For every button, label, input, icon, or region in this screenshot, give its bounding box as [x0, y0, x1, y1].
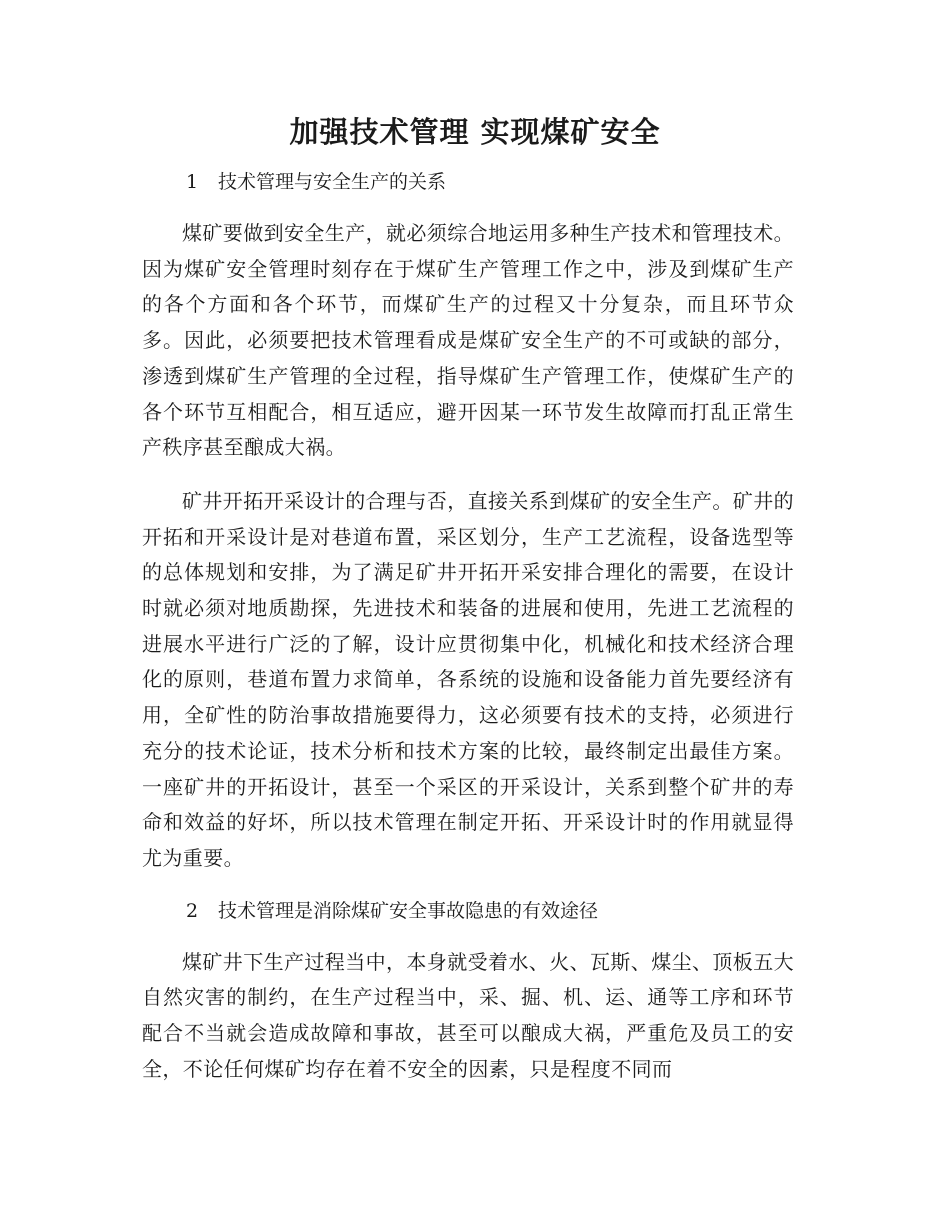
paragraph: 矿井开拓开采设计的合理与否，直接关系到煤矿的安全生产。矿井的开拓和开采设计是对巷道布置，采区划分，生产工艺流程，设备选型等的总体规划和安排，为了满足矿井开拓开采安排合理化的需要，在设计时就必须对地质勘探，先进技术和装备的进展和使用，先进工艺流程的进展水平进行广泛的了解，设计应贯彻集中化，机械化和技术经济合理化的原则，巷道布置力求简单，各系统的设施和设备能力首先要经济有用，全矿性的防治事故措施要得力，这必须要有技术的支持，必须进行充分的技术论证，技术分析和技术方案的比较，最终制定出最佳方案。一座矿井的开拓设计，甚至一个采区的开采设计，关系到整个矿井的寿命和效益的好坏，所以技术管理在制定开拓、开采设计时的作用就显得尤为重要。 — [142, 488, 794, 870]
section-title: 技术管理是消除煤矿安全事故隐患的有效途径 — [218, 899, 599, 922]
paragraph: 煤矿井下生产过程当中，本身就受着水、火、瓦斯、煤尘、顶板五大自然灾害的制约，在生产过程当中，采、掘、机、运、通等工序和环节配合不当就会造成故障和事故，甚至可以酿成大祸，严重危及员工的安全，不论任何煤矿均存在着不安全的因素，只是程度不同而 — [142, 949, 794, 1081]
spacer — [142, 466, 794, 484]
paragraph: 煤矿要做到安全生产，就必须综合地运用多种生产技术和管理技术。因为煤矿安全管理时刻存在于煤矿生产管理工作之中，涉及到煤矿生产的各个方面和各个环节，而煤矿生产的过程又十分复杂，而且环节众多。因此，必须要把技术管理看成是煤矿安全生产的不可或缺的部分，渗透到煤矿生产管理的全过程，指导煤矿生产管理工作，使煤矿生产的各个环节互相配合，相互适应，避开因某一环节发生故障而打乱正常生产秩序甚至酿成大祸。 — [142, 221, 794, 460]
section-heading-1 — [142, 166, 794, 198]
spacer — [142, 877, 794, 895]
spacer — [142, 927, 794, 945]
spacer — [142, 198, 794, 216]
section-number: 1 — [186, 171, 199, 193]
section-heading-2 — [142, 895, 794, 927]
document-title: 加强技术管理 实现煤矿安全 — [289, 115, 661, 149]
document-body — [142, 166, 794, 1087]
section-number: 2 — [186, 899, 199, 922]
section-title: 技术管理与安全生产的关系 — [218, 171, 447, 193]
